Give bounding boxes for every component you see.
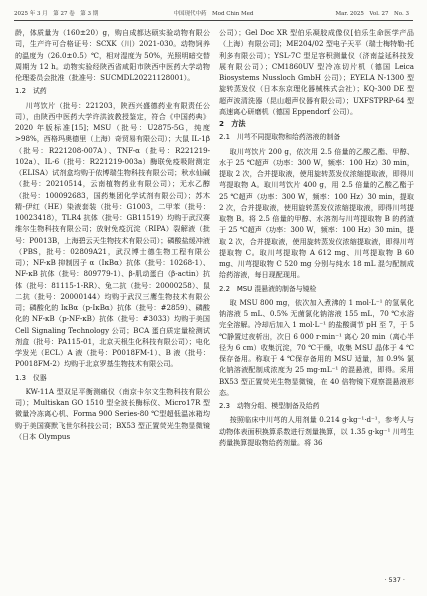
header-rule (14, 20, 413, 21)
subsection-heading: 2.3 动物分组、模型制备及给药 (219, 402, 320, 410)
paragraph: 川芎饮片（批号：221203，陕西兴盛德药业有限责任公司），由陕西中医药大学许洪波教授鉴定，符合《中国药典》2020 年版标准[15]；MSU（批号：U2875-5G，纯度>98%，西格玛奥德里（上海）奇贸易有限公司）；大鼠 IL-1β（批号：R221208-007A）、TNF-α（批号：R221219-102a）、IL-6（批号：R221219-003a）酶联免疫吸附测定（ELISA）试剂盒均购于依博瑞生物科技有限公司；秋水仙碱（批号：20210514，云南植物药业有限公司）；无水乙醇（批号：100092683，国药集团化学试剂有限公司）；苏木精-伊红（HE）染液套装（批号：G1003，二甲苯（批号：10023418），TLR4 抗体（批号：GB11519）均购于武汉赛维尔生物科技有限公司；放射免疫沉淀（RIPA）裂解液（批号：P0013B，上海碧云天生物技术有限公司）；磷酸盐缓冲液（PBS，批号：02809A21，武汉博士德生物工程有限公司）；NF-κB 抑制因子 α（IκBα）抗体（批号：10268-1）、NF-κB 抗体（批号：809779-1）、β-肌动蛋白（β-actin）抗体（批号：81115-1-RR）、兔二抗（批号：20000258）、鼠二抗（批号：20000144）均购于武汉三鹰生物技术有限公司；磷酸化的 IκBα（p-IκBα）抗体（批号：#2859）、磷酸化的 NF-κB（p-NF-κB）抗体（批号：#3033）均购于美国 Cell Signaling Technology 公司；BCA 蛋白质定量检测试剂盒（批号：PA115-01，北京天根生化科技有限公司）；电化学发光（ECL）A 液（批号：P0018FM-1）、B 液（批号：P0018FM-2）均购于北京罗基生物技术有限公司。 (15, 100, 211, 369)
subsection-heading: 1.3 仪器 (15, 373, 47, 382)
journal-issue-en: Mar. 2025 Vol. 27 No. 3 (335, 11, 409, 17)
subsection-heading: 1.2 试药 (15, 87, 47, 96)
journal-title: 中国现代中药 Mod Chin Med (173, 11, 254, 17)
paragraph: 按照临床中川芎的人用剂量 0.214 g·kg⁻¹·d⁻¹，参考人与动物体表面积换算系数进行剂量换算，以 1.35 g·kg⁻¹ 川芎生药量换算提取物给药剂量。将 36 (219, 415, 414, 447)
paragraph: 龄，体质量为（160±20）g，购自成都达硕实验动物有限公司，生产许可合格证号：SCXK（川）2021-030。动物饲养的温度为（26.0±0.5）℃，相对湿度为 50%，光照明暗交替周期为 12 h。动物实验经陕西省咸阳市陕西中医药大学动物伦理委员会批准（批准号：SUCMDL20221128001）。 (15, 28, 210, 82)
left-column (15, 27, 210, 442)
paragraph: KW-11A 型双足平衡测痛仪（南京卡尔文生物科技有限公司）；Multiskan GO 1510 型全波长酶标仪、Micro17R 型微量冷冻离心机、Forma 900 Series-80 ℃型超低温冰箱均购于美国赛默飞世尔科技公司；BX53 型正置荧光生物显微镜（日本 Olympus (15, 386, 210, 441)
right-column (219, 27, 414, 448)
subsection-heading: 2.1 川芎不同提取物和给药溶液的制备 (219, 133, 341, 142)
paragraph: 取川芎饮片 200 g，依次用 2.5 倍量的乙酸乙酯、甲醇、水于 25 ℃超声（功率：300 W，频率：100 Hz）30 min，提取 2 次，合并提取液，使用旋转蒸发仪浓缩提取液，即得川芎提取物 A。取川芎饮片 400 g，用 2.5 倍量的乙酸乙酯于 25 ℃超声（功率：300 W，频率：100 Hz）30 min，提取 2 次，合并提取液，使用旋转蒸发仪浓缩提取液，即得川芎提取物 B。将 2.5 倍量的甲醇、水溶剂与川芎提取物 B 的药渣于 25 ℃超声（功率：300 W，频率：100 Hz）30 min，提取 2 次，合并提取液，使用旋转蒸发仪浓缩提取液，即得川芎提取物 C。取川芎提取物 A 612 mg、川芎提取物 B 60 mg、川芎提取物 C 520 mg 分别与纯水 18 mL 混匀配制成给药溶液，每日现配现用。 (219, 146, 414, 280)
running-header (0, 0, 427, 22)
section-heading: 2 方法 (219, 119, 246, 128)
paragraph: 公司）；Gel Doc XR 型伯乐凝胶成像仪[伯乐生命医学产品（上海）有限公司]；ME204/02 型电子天平（瑞士梅特勒-托利多有限公司）；YSL-7C 型足容积测量仪（济南益延科技发展有限公司）；CM1860UV 型冷冻切片机（德国 Leica Biosystems Nussloch GmbH 公司）；EYELA N-1300 型旋转蒸发仪（日本东京理化器械株式会社）；KQ-300 DE 型超声波清洗器（昆山超声仪器有限公司）；UXFSTPRP-64 型高速离心研磨机（德国 Eppendorf 公司）。 (219, 28, 414, 116)
journal-issue-cn: 2025 年 3 月 第 27 卷 第 3 期 (14, 11, 99, 17)
paragraph: 取 MSU 800 mg，依次加入煮沸的 1 mol·L⁻¹ 的氢氧化钠溶液 5 mL、0.5% 无菌氯化钠溶液 155 mL，70 ℃水浴完全溶解。冷却后加入 1 mol·L⁻¹ 的盐酸调节 pH 至 7，于 5 ℃静置过夜析出，次日 6 000 r·min⁻¹ 离心 20 min（离心半径为 6 cm）收集沉淀，70 ℃干燥，收集 MSU 晶体于 4 ℃保存备用。称取于 4 ℃保存备用的 MSU 适量，加 0.9% 氯化钠溶液配制成浓度为 25 mg·mL⁻¹ 的混悬液，即得。采用 BX53 型正置荧光生物显微镜，在 40 倍物镜下观察混悬液形态。 (219, 297, 414, 397)
subsection-heading: 2.2 MSU 混悬液的制备与镜检 (219, 284, 317, 293)
page-number: · 537 · (384, 576, 405, 584)
